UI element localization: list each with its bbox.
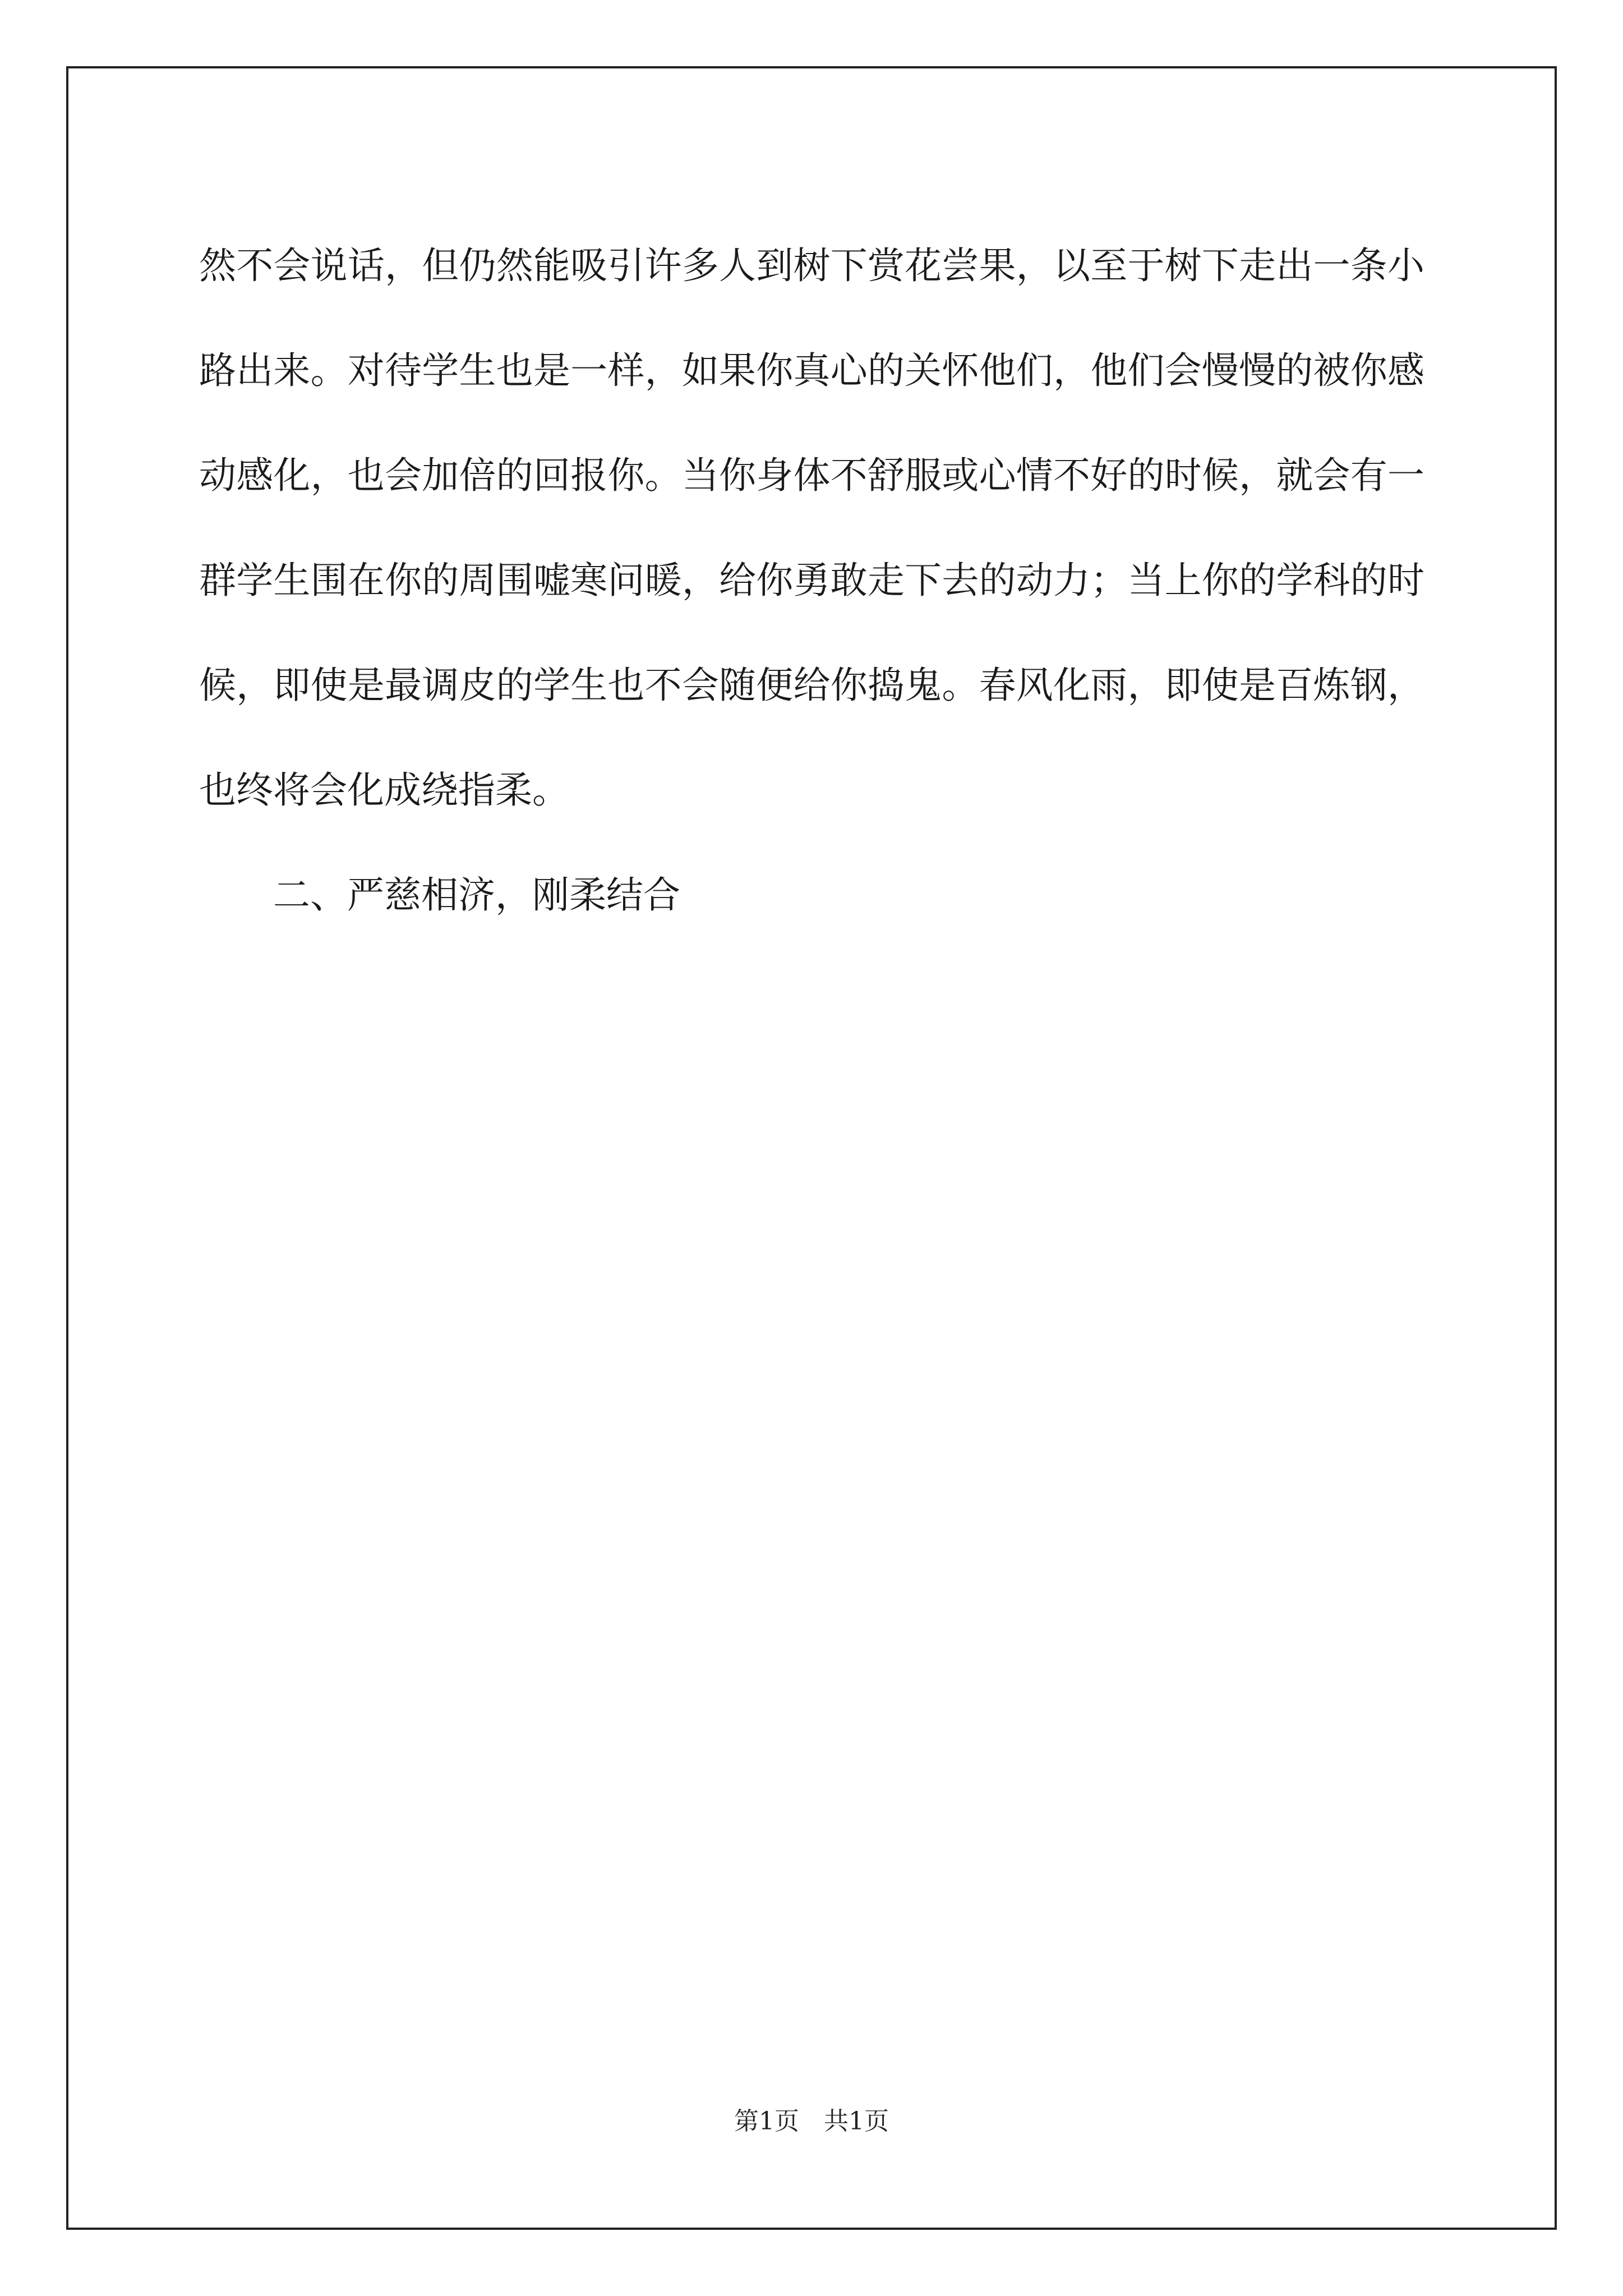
document-body: [199, 213, 1424, 947]
paragraph-1: 然不会说话，但仍然能吸引许多人到树下赏花尝果，以至于树下走出一条小路出来。对待学生也是一样，如果你真心的关怀他们，他们会慢慢的被你感动感化，也会加倍的回报你。当你身体不舒服或心情不好的时候，就会有一群学生围在你的周围嘘寒问暖，给你勇敢走下去的动力；当上你的学科的时候，即使是最调皮的学生也不会随便给你捣鬼。春风化雨，即使是百炼钢，也终将会化成绕指柔。: [199, 244, 1424, 812]
page-footer: 第1页 共1页: [734, 2107, 889, 2136]
section-heading: 二、严慈相济，刚柔结合: [273, 873, 680, 917]
